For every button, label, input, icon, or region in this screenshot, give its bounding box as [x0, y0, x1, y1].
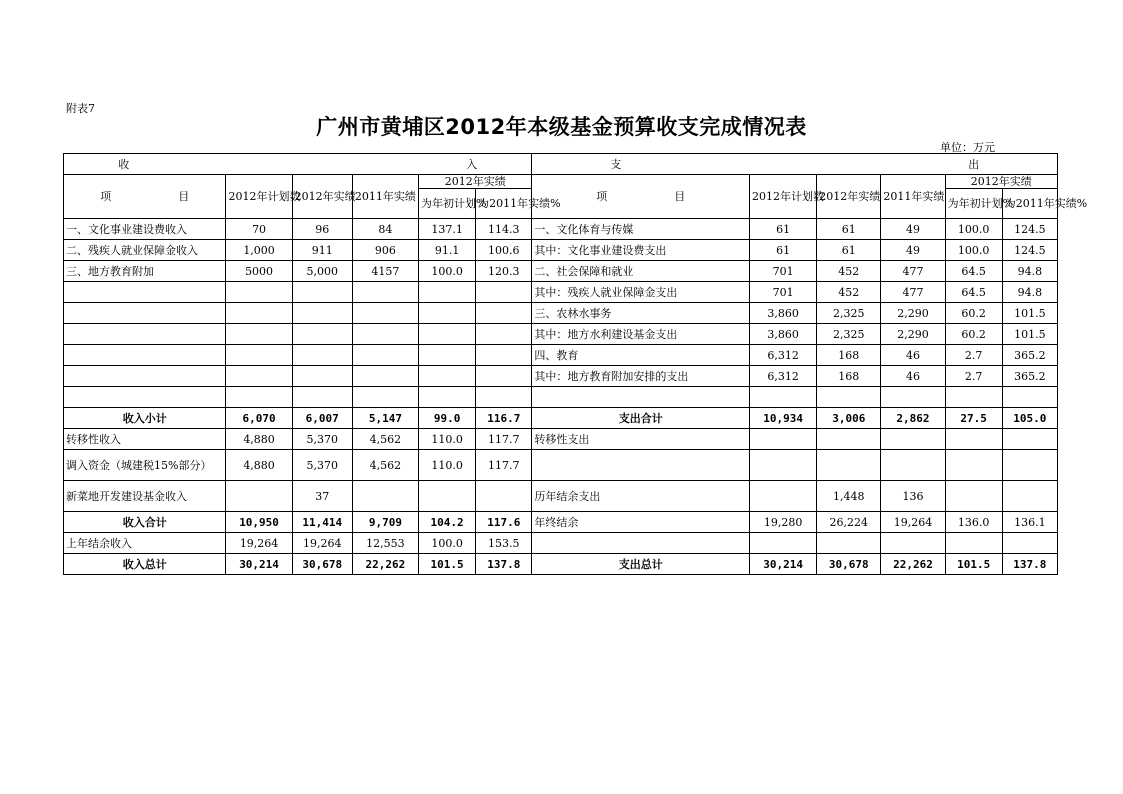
income-char-2: 入: [466, 157, 478, 171]
income-value-cell: [352, 366, 418, 387]
expense-value-cell: 168: [817, 345, 881, 366]
expense-value-cell: 2.7: [945, 366, 1002, 387]
income-value-cell: 4,562: [352, 450, 418, 481]
income-plan-header: 2012年计划数: [226, 175, 292, 219]
income-value-cell: [476, 481, 532, 512]
transfer-sub-row: [64, 450, 1058, 481]
expense-item-cell: 支出合计: [532, 408, 750, 429]
expense-value-cell: 100.0: [945, 219, 1002, 240]
table-row: [64, 324, 1058, 345]
expense-value-cell: 365.2: [1002, 345, 1057, 366]
income-value-cell: [292, 303, 352, 324]
income-value-cell: 110.0: [419, 450, 476, 481]
income-item-cell: [64, 303, 226, 324]
expense-value-cell: [881, 429, 945, 450]
income-value-cell: [226, 366, 292, 387]
expense-value-cell: 3,860: [750, 324, 817, 345]
income-value-cell: 117.7: [476, 450, 532, 481]
expense-value-cell: 136.0: [945, 512, 1002, 533]
expense-value-cell: [945, 429, 1002, 450]
expense-item-cell: 二、社会保障和就业: [532, 261, 750, 282]
expense-section-header: [532, 154, 1058, 175]
expense-value-cell: 94.8: [1002, 261, 1057, 282]
empty-cell: [881, 387, 945, 408]
expense-pct-2011-header: 为2011年实绩%: [1002, 189, 1057, 219]
expense-value-cell: 60.2: [945, 324, 1002, 345]
income-value-cell: 100.0: [419, 261, 476, 282]
income-value-cell: [292, 324, 352, 345]
income-value-cell: [226, 282, 292, 303]
empty-cell: [352, 387, 418, 408]
column-header-row-1: [64, 175, 1058, 189]
income-value-cell: 114.3: [476, 219, 532, 240]
expense-value-cell: [817, 533, 881, 554]
table-row: [64, 303, 1058, 324]
income-value-cell: 84: [352, 219, 418, 240]
expense-value-cell: 27.5: [945, 408, 1002, 429]
income-section-header: [64, 154, 532, 175]
expense-char-2: 出: [968, 157, 980, 171]
expense-value-cell: 136: [881, 481, 945, 512]
empty-cell: [226, 387, 292, 408]
income-item-cell: 转移性收入: [64, 429, 226, 450]
income-value-cell: 96: [292, 219, 352, 240]
expense-item-cell: 转移性支出: [532, 429, 750, 450]
table-row: [64, 261, 1058, 282]
income-value-cell: 117.7: [476, 429, 532, 450]
item-char-1: 项: [100, 190, 112, 203]
income-pct-2011-header: 为2011年实绩%: [476, 189, 532, 219]
income-item-cell: 新菜地开发建设基金收入: [64, 481, 226, 512]
income-item-cell: [64, 324, 226, 345]
expense-value-cell: 2,325: [817, 303, 881, 324]
income-value-cell: 120.3: [476, 261, 532, 282]
attachment-label: 附表7: [66, 102, 95, 115]
expense-value-cell: [1002, 429, 1057, 450]
expense-value-cell: [817, 450, 881, 481]
expense-item-cell: 四、教育: [532, 345, 750, 366]
expense-value-cell: 30,678: [817, 554, 881, 575]
expense-value-cell: 64.5: [945, 261, 1002, 282]
income-item-cell: 三、地方教育附加: [64, 261, 226, 282]
income-value-cell: 4,562: [352, 429, 418, 450]
income-value-cell: [476, 324, 532, 345]
income-value-cell: [476, 303, 532, 324]
income-value-cell: [226, 481, 292, 512]
empty-cell: [750, 387, 817, 408]
expense-value-cell: 46: [881, 345, 945, 366]
carryover-row: [64, 533, 1058, 554]
income-value-cell: 99.0: [419, 408, 476, 429]
income-value-cell: 911: [292, 240, 352, 261]
income-value-cell: [476, 366, 532, 387]
income-value-cell: 70: [226, 219, 292, 240]
income-value-cell: 117.6: [476, 512, 532, 533]
income-value-cell: [419, 345, 476, 366]
income-value-cell: 101.5: [419, 554, 476, 575]
table-row: [64, 219, 1058, 240]
expense-value-cell: [1002, 533, 1057, 554]
expense-value-cell: 2.7: [945, 345, 1002, 366]
income-value-cell: 12,553: [352, 533, 418, 554]
income-item-cell: [64, 366, 226, 387]
income-value-cell: 11,414: [292, 512, 352, 533]
income-actual2012-header: 2012年实绩: [292, 175, 352, 219]
expense-value-cell: 100.0: [945, 240, 1002, 261]
income-value-cell: [419, 366, 476, 387]
income-value-cell: 4157: [352, 261, 418, 282]
expense-value-cell: 6,312: [750, 366, 817, 387]
unit-label: 单位：万元: [940, 141, 995, 154]
expense-value-cell: 2,862: [881, 408, 945, 429]
expense-value-cell: 124.5: [1002, 219, 1057, 240]
income-value-cell: 104.2: [419, 512, 476, 533]
expense-value-cell: 701: [750, 282, 817, 303]
newland-row: [64, 481, 1058, 512]
income-char-1: 收: [118, 157, 130, 171]
income-value-cell: 91.1: [419, 240, 476, 261]
expense-value-cell: 61: [817, 219, 881, 240]
income-value-cell: [352, 303, 418, 324]
expense-item-cell: 年终结余: [532, 512, 750, 533]
income-value-cell: 906: [352, 240, 418, 261]
expense-value-cell: [750, 450, 817, 481]
income-value-cell: 6,007: [292, 408, 352, 429]
income-value-cell: 4,880: [226, 429, 292, 450]
expense-value-cell: 105.0: [1002, 408, 1057, 429]
expense-value-cell: 2,290: [881, 324, 945, 345]
income-value-cell: 5,370: [292, 450, 352, 481]
budget-table: [63, 153, 1088, 575]
income-value-cell: 30,214: [226, 554, 292, 575]
income-item-cell: 调入资金（城建税15%部分）: [64, 450, 226, 481]
summary-rows: [64, 408, 1058, 575]
expense-value-cell: 49: [881, 240, 945, 261]
income-value-cell: [352, 324, 418, 345]
income-value-cell: 6,070: [226, 408, 292, 429]
income-value-cell: 5,370: [292, 429, 352, 450]
expense-value-cell: [750, 429, 817, 450]
expense-item-cell: 其中：残疾人就业保障金支出: [532, 282, 750, 303]
expense-value-cell: 19,280: [750, 512, 817, 533]
expense-value-cell: 49: [881, 219, 945, 240]
expense-value-cell: 101.5: [1002, 303, 1057, 324]
expense-value-cell: 452: [817, 282, 881, 303]
item-char-2: 目: [178, 190, 190, 203]
income-value-cell: 5000: [226, 261, 292, 282]
expense-value-cell: 1,448: [817, 481, 881, 512]
income-value-cell: 10,950: [226, 512, 292, 533]
income-value-cell: 100.0: [419, 533, 476, 554]
expense-item-cell: [532, 533, 750, 554]
income-value-cell: [419, 303, 476, 324]
empty-cell: [292, 387, 352, 408]
expense-value-cell: [945, 481, 1002, 512]
expense-value-cell: 22,262: [881, 554, 945, 575]
expense-value-cell: 101.5: [945, 554, 1002, 575]
subtotal-row: [64, 408, 1058, 429]
empty-cell: [945, 387, 1002, 408]
expense-value-cell: 2,325: [817, 324, 881, 345]
income-value-cell: 22,262: [352, 554, 418, 575]
income-value-cell: 1,000: [226, 240, 292, 261]
income-value-cell: 5,147: [352, 408, 418, 429]
expense-value-cell: 701: [750, 261, 817, 282]
expense-value-cell: [817, 429, 881, 450]
expense-value-cell: [750, 533, 817, 554]
expense-value-cell: 10,934: [750, 408, 817, 429]
item-char-1: 项: [596, 190, 608, 203]
transfer-row: [64, 429, 1058, 450]
table-row: [64, 387, 1058, 408]
income-value-cell: [476, 282, 532, 303]
income-value-cell: 116.7: [476, 408, 532, 429]
empty-cell: [532, 387, 750, 408]
empty-cell: [476, 387, 532, 408]
expense-value-cell: 19,264: [881, 512, 945, 533]
expense-value-cell: 477: [881, 282, 945, 303]
expense-value-cell: 168: [817, 366, 881, 387]
expense-value-cell: 3,006: [817, 408, 881, 429]
expense-value-cell: [881, 533, 945, 554]
expense-value-cell: [945, 533, 1002, 554]
expense-item-cell: [532, 450, 750, 481]
income-value-cell: 5,000: [292, 261, 352, 282]
expense-char-1: 支: [610, 157, 622, 171]
expense-value-cell: 61: [817, 240, 881, 261]
expense-item-cell: 历年结余支出: [532, 481, 750, 512]
detail-rows: [64, 219, 1058, 408]
income-item-cell: 上年结余收入: [64, 533, 226, 554]
income-item-cell: 收入合计: [64, 512, 226, 533]
expense-value-cell: [1002, 450, 1057, 481]
income-value-cell: [292, 366, 352, 387]
expense-item-cell: 支出总计: [532, 554, 750, 575]
expense-actual2012-group-header: 2012年实绩: [945, 175, 1057, 189]
income-total-row: [64, 512, 1058, 533]
expense-value-cell: 365.2: [1002, 366, 1057, 387]
expense-value-cell: 136.1: [1002, 512, 1057, 533]
income-value-cell: 30,678: [292, 554, 352, 575]
income-item-cell: [64, 345, 226, 366]
income-value-cell: 110.0: [419, 429, 476, 450]
empty-cell: [64, 387, 226, 408]
empty-cell: [1002, 387, 1057, 408]
income-item-cell: 一、文化事业建设费收入: [64, 219, 226, 240]
table-row: [64, 345, 1058, 366]
table-row: [64, 240, 1058, 261]
income-value-cell: [352, 481, 418, 512]
expense-actual2012-header: 2012年实绩: [817, 175, 881, 219]
page-title: 广州市黄埔区2012年本级基金预算收支完成情况表: [316, 115, 807, 139]
expense-value-cell: 64.5: [945, 282, 1002, 303]
expense-plan-header: 2012年计划数: [750, 175, 817, 219]
income-pct-plan-header: 为年初计划%: [419, 189, 476, 219]
income-value-cell: 9,709: [352, 512, 418, 533]
expense-value-cell: 452: [817, 261, 881, 282]
income-item-cell: 二、残疾人就业保障金收入: [64, 240, 226, 261]
income-value-cell: 19,264: [292, 533, 352, 554]
expense-item-cell: 其中：文化事业建设费支出: [532, 240, 750, 261]
expense-value-cell: 94.8: [1002, 282, 1057, 303]
expense-value-cell: 46: [881, 366, 945, 387]
income-value-cell: [226, 324, 292, 345]
expense-value-cell: [881, 450, 945, 481]
income-value-cell: [226, 303, 292, 324]
expense-value-cell: 30,214: [750, 554, 817, 575]
income-value-cell: 19,264: [226, 533, 292, 554]
expense-value-cell: 61: [750, 240, 817, 261]
item-char-2: 目: [674, 190, 686, 203]
empty-cell: [419, 387, 476, 408]
grand-total-row: [64, 554, 1058, 575]
expense-item-cell: 一、文化体育与传媒: [532, 219, 750, 240]
income-item-header: [64, 175, 226, 219]
income-value-cell: [352, 282, 418, 303]
income-value-cell: [226, 345, 292, 366]
expense-item-header: [532, 175, 750, 219]
income-value-cell: [419, 324, 476, 345]
expense-value-cell: 26,224: [817, 512, 881, 533]
income-value-cell: [419, 481, 476, 512]
expense-item-cell: 其中：地方教育附加安排的支出: [532, 366, 750, 387]
income-item-cell: 收入小计: [64, 408, 226, 429]
income-value-cell: [352, 345, 418, 366]
income-value-cell: 137.8: [476, 554, 532, 575]
income-value-cell: 4,880: [226, 450, 292, 481]
expense-value-cell: 6,312: [750, 345, 817, 366]
table-row: [64, 366, 1058, 387]
expense-value-cell: 124.5: [1002, 240, 1057, 261]
expense-value-cell: 60.2: [945, 303, 1002, 324]
expense-item-cell: 其中：地方水利建设基金支出: [532, 324, 750, 345]
income-value-cell: 100.6: [476, 240, 532, 261]
expense-value-cell: 477: [881, 261, 945, 282]
income-actual2011-header: 2011年实绩: [352, 175, 418, 219]
section-header-row: [64, 154, 1058, 175]
income-value-cell: [292, 282, 352, 303]
expense-value-cell: 101.5: [1002, 324, 1057, 345]
income-value-cell: 153.5: [476, 533, 532, 554]
expense-actual2011-header: 2011年实绩: [881, 175, 945, 219]
income-value-cell: 137.1: [419, 219, 476, 240]
expense-pct-plan-header: 为年初计划%: [945, 189, 1002, 219]
income-item-cell: [64, 282, 226, 303]
income-item-cell: 收入总计: [64, 554, 226, 575]
expense-value-cell: 2,290: [881, 303, 945, 324]
expense-item-cell: 三、农林水事务: [532, 303, 750, 324]
income-value-cell: [476, 345, 532, 366]
expense-value-cell: 137.8: [1002, 554, 1057, 575]
expense-value-cell: [1002, 481, 1057, 512]
expense-value-cell: [945, 450, 1002, 481]
income-value-cell: 37: [292, 481, 352, 512]
expense-value-cell: 3,860: [750, 303, 817, 324]
expense-value-cell: 61: [750, 219, 817, 240]
income-value-cell: [419, 282, 476, 303]
table-row: [64, 282, 1058, 303]
expense-value-cell: [750, 481, 817, 512]
income-value-cell: [292, 345, 352, 366]
income-actual2012-group-header: 2012年实绩: [419, 175, 532, 189]
empty-cell: [817, 387, 881, 408]
